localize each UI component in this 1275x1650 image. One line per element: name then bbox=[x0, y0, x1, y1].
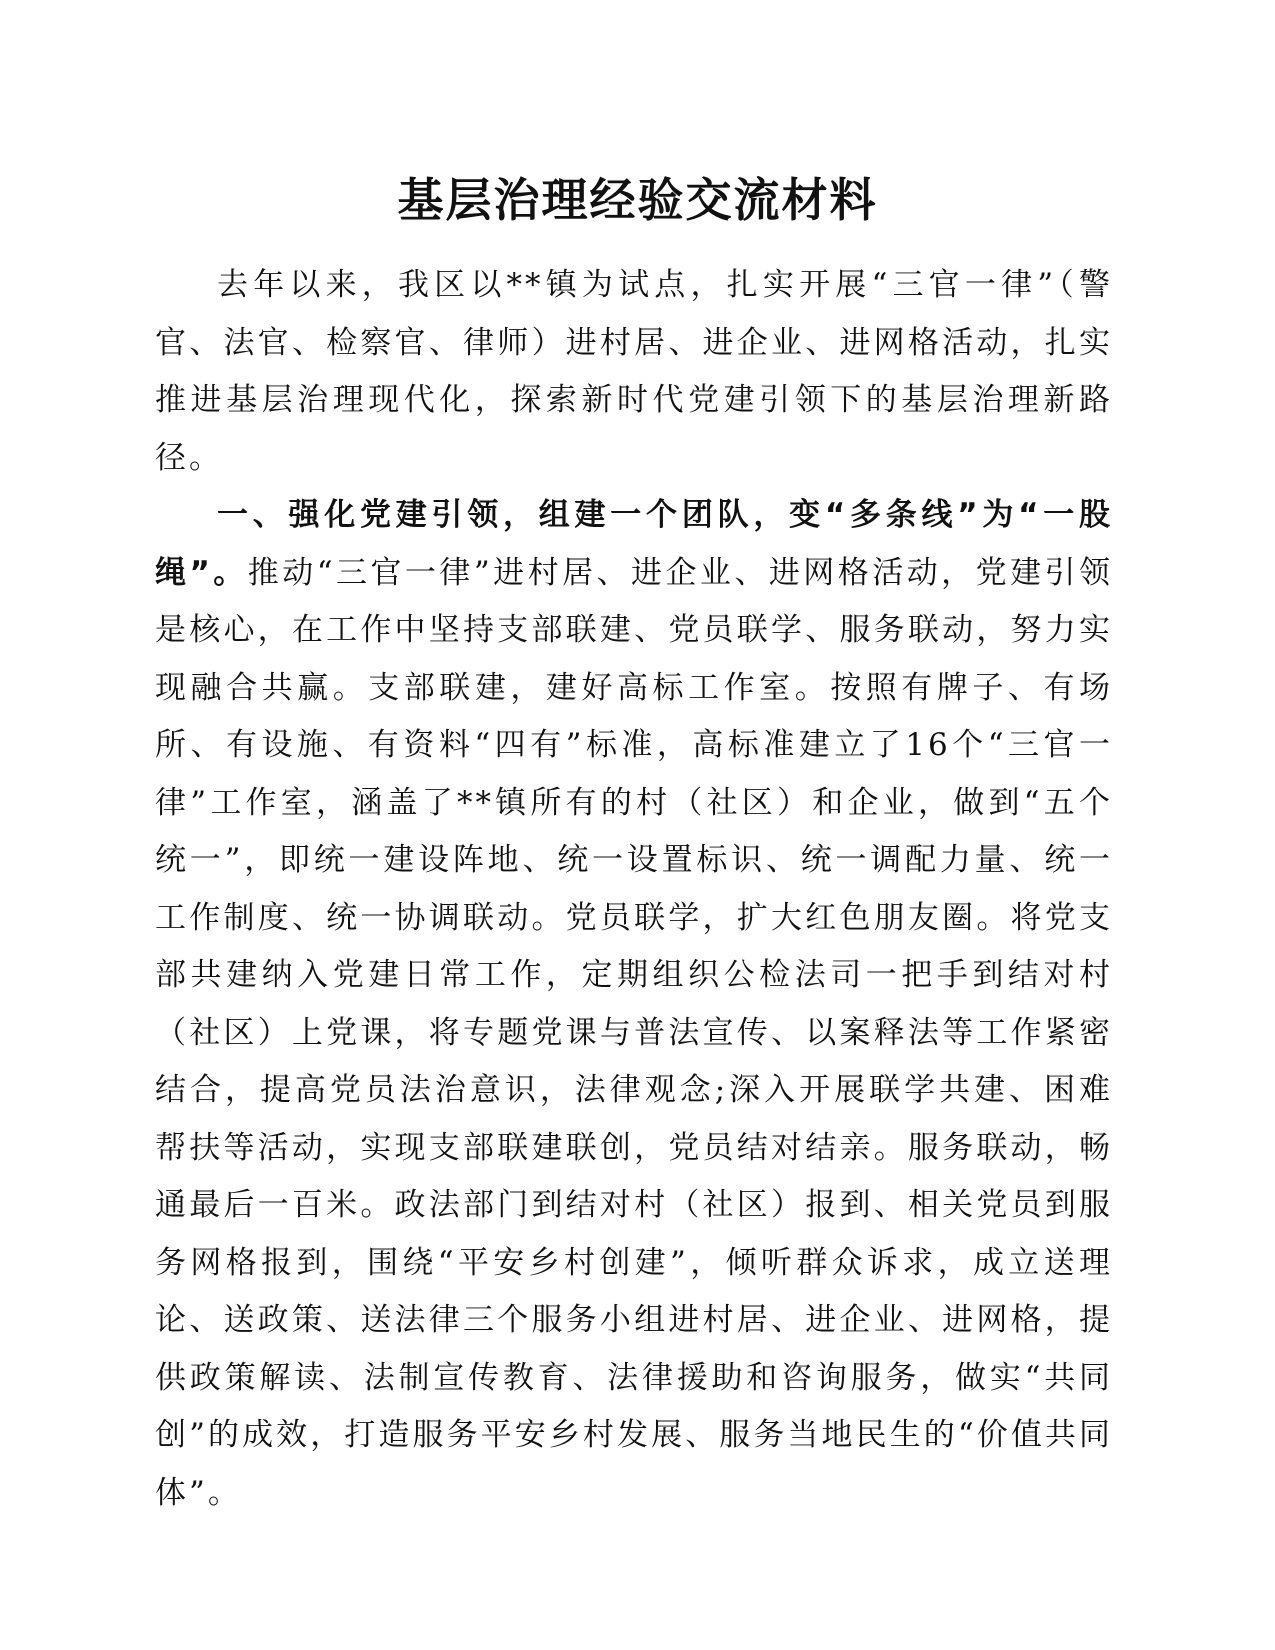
document-body bbox=[155, 257, 1113, 1522]
intro-paragraph: 去年以来，我区以**镇为试点，扎实开展“三官一律”（警官、法官、检察官、律师）进村居、进企业、进网格活动，扎实推进基层治理现代化，探索新时代党建引领下的基层治理新路径。 bbox=[155, 267, 1113, 476]
section-1-paragraph bbox=[155, 487, 1113, 1522]
section-1-body: 推动“三官一律”进村居、进企业、进网格活动，党建引领是核心，在工作中坚持支部联建、党员联学、服务联动，努力实现融合共赢。支部联建，建好高标工作室。按照有牌子、有场所、有设施、有资料“四有”标准，高标准建立了16个“三官一律”工作室，涵盖了**镇所有的村（社区）和企业，做到“五个统一”，即统一建设阵地、统一设置标识、统一调配力量、统一工作制度、统一协调联动。党员联学，扩大红色朋友圈。将党支部共建纳入党建日常工作，定期组织公检法司一把手到结对村（社区）上党课，将专题党课与普法宣传、以案释法等工作紧密结合，提高党员法治意识，法律观念;深入开展联学共建、困难帮扶等活动，实现支部联建联创，党员结对结亲。服务联动，畅通最后一百米。政法部门到结对村（社区）报到、相关党员到服务网格报到，围绕“平安乡村创建”，倾听群众诉求，成立送理论、送政策、送法律三个服务小组进村居、进企业、进网格，提供政策解读、法制宣传教育、法律援助和咨询服务，做实“共同创”的成效，打造服务平安乡村发展、服务当地民生的“价值共同体”。 bbox=[155, 554, 1113, 1511]
document-title: 基层治理经验交流材料 bbox=[397, 173, 878, 227]
section-1-heading: 一、强化党建引领，组建一个团队，变“多条线”为“一股绳”。 bbox=[155, 497, 1113, 591]
